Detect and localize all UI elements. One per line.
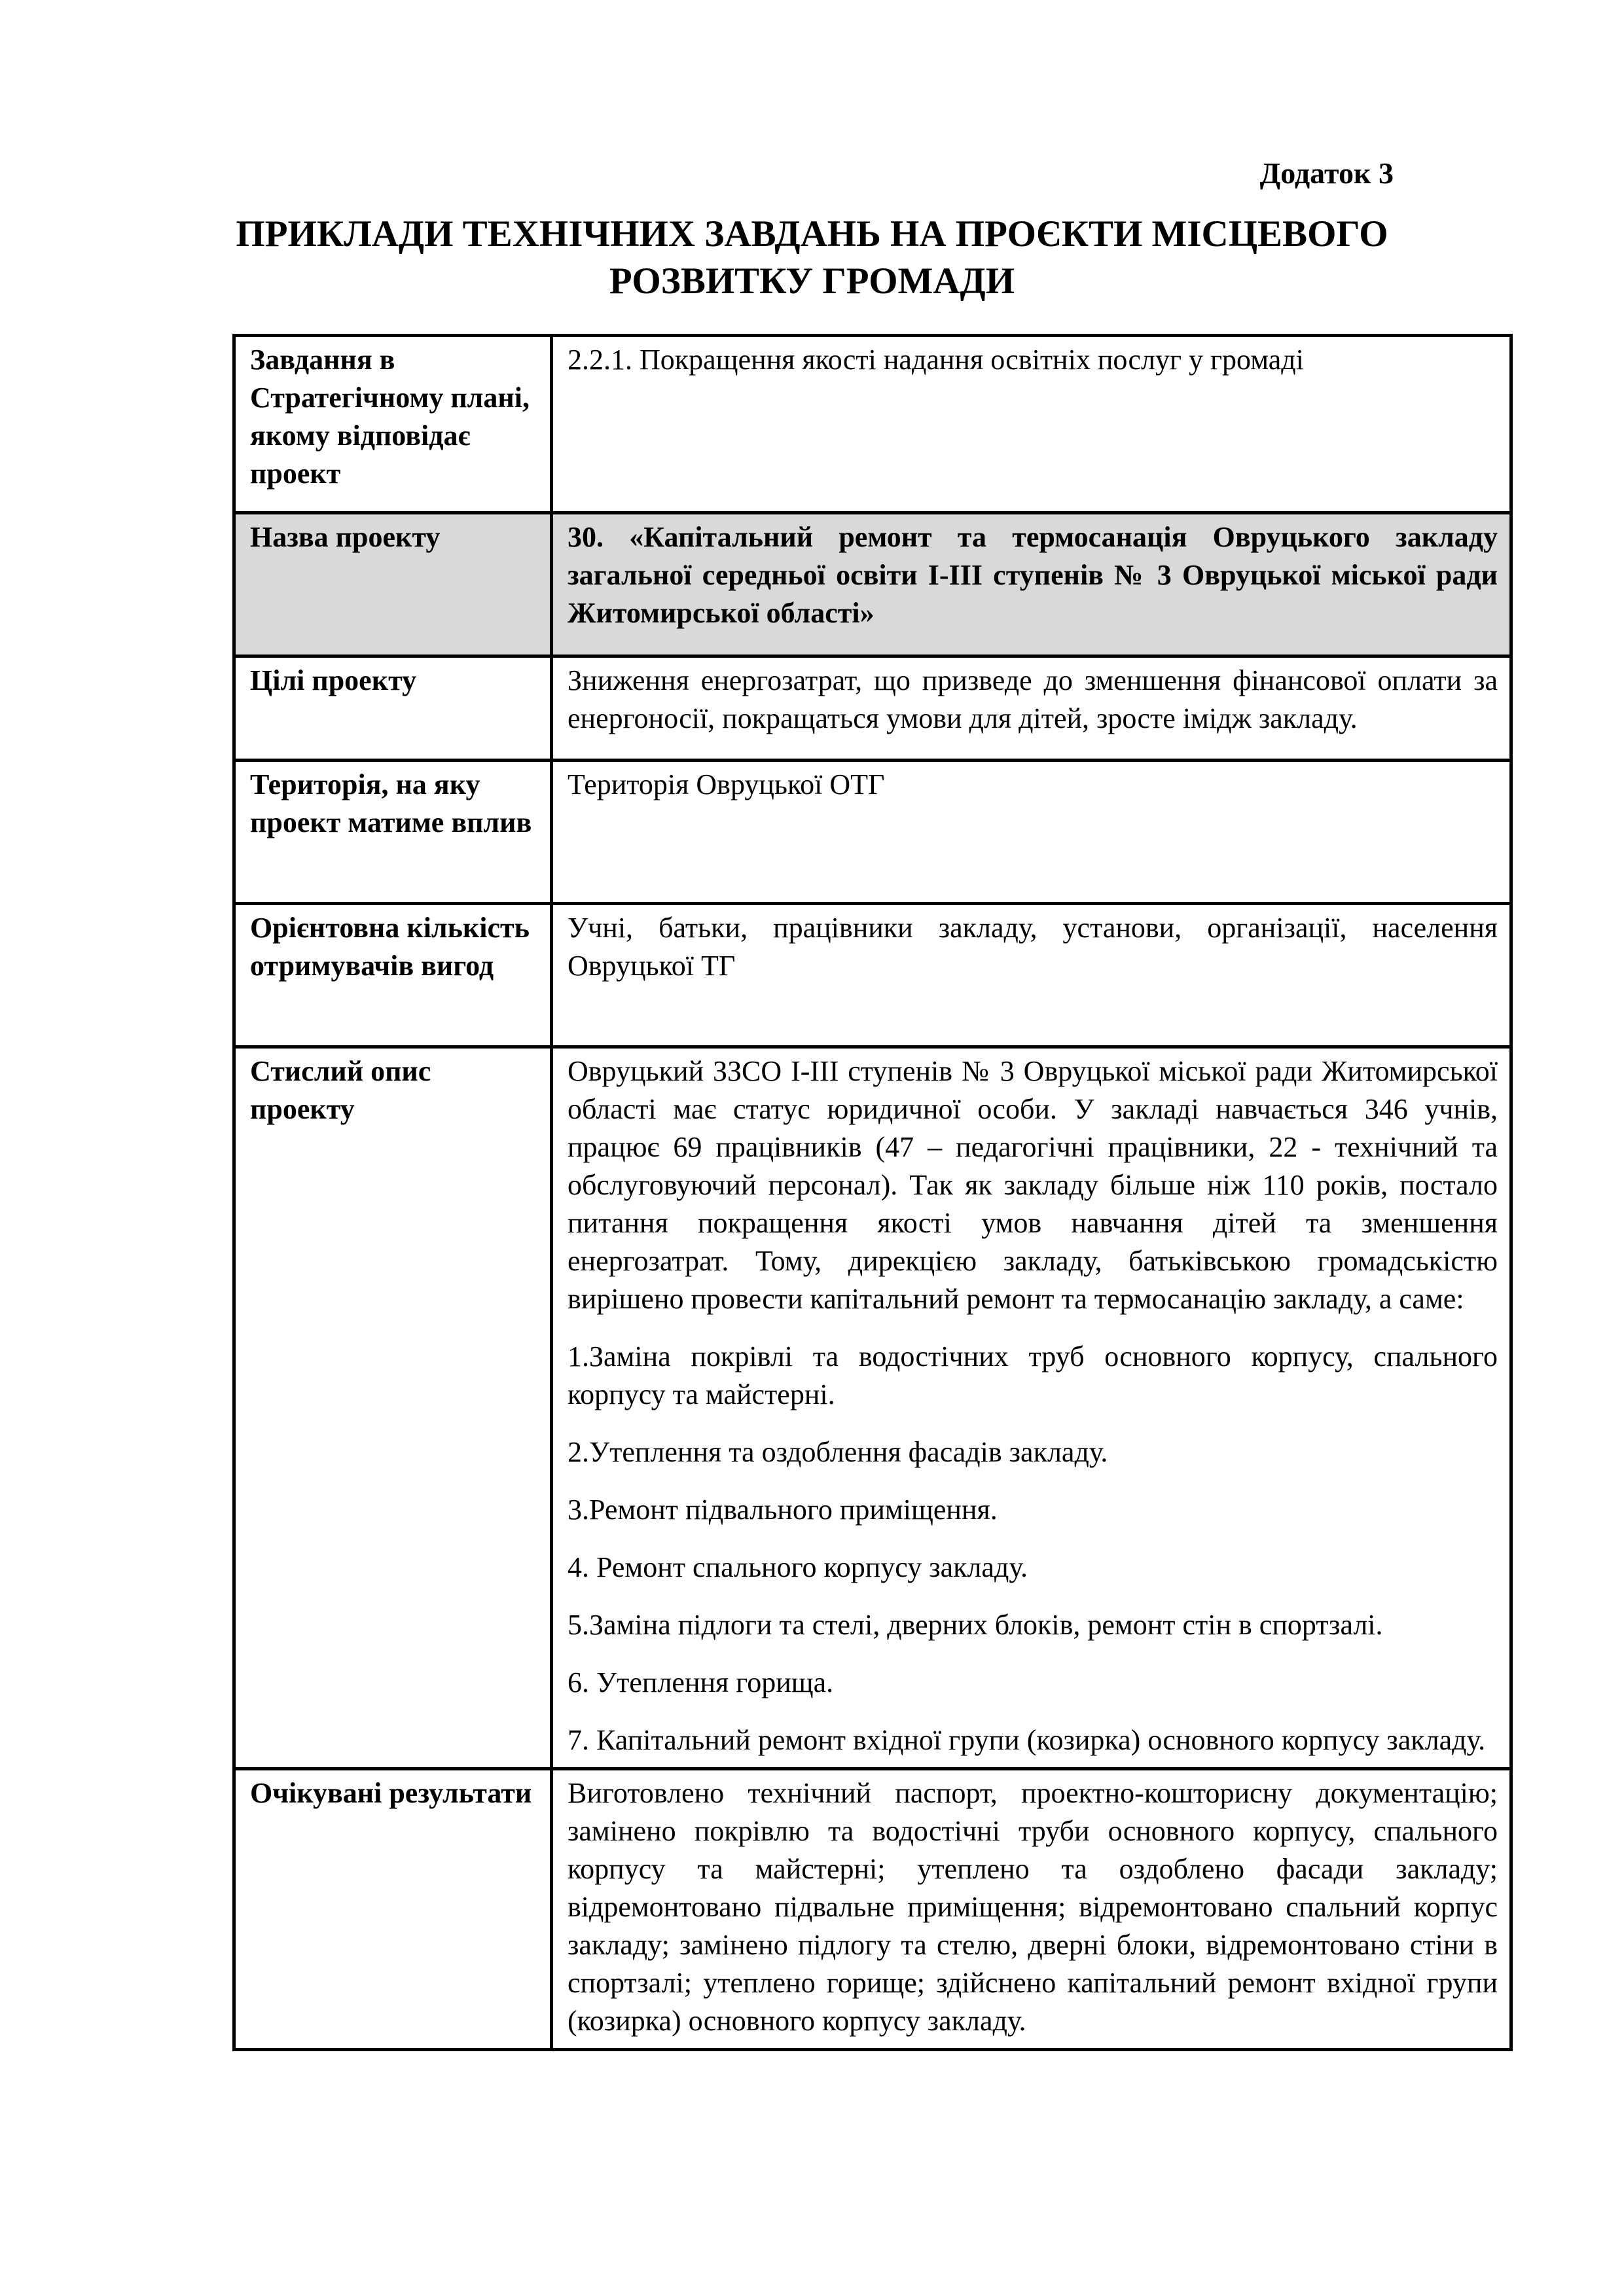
description-list-item: 4. Ремонт спального корпусу закладу. bbox=[568, 1551, 1028, 1583]
row-label: Орієнтовна кількість отримувачів вигод bbox=[234, 904, 552, 1047]
row-label: Очікувані результати bbox=[234, 1769, 552, 2050]
page-title bbox=[0, 211, 1624, 305]
description-list-item: 3.Ремонт підвального приміщення. bbox=[568, 1494, 998, 1526]
table-row-territory bbox=[234, 761, 1511, 904]
table-row-project-name bbox=[234, 513, 1511, 656]
description-list-item: 2.Утеплення та оздоблення фасадів закладу. bbox=[568, 1436, 1108, 1468]
row-value bbox=[552, 1047, 1511, 1769]
table-row-beneficiaries bbox=[234, 904, 1511, 1047]
description-list-item: 5.Заміна підлоги та стелі, дверних блоків, ремонт стін в спортзалі. bbox=[568, 1609, 1383, 1641]
row-label: Територія, на яку проект матиме вплив bbox=[234, 761, 552, 904]
table-row-description bbox=[234, 1047, 1511, 1769]
description-list-item: 7. Капітальний ремонт вхідної групи (козирка) основного корпусу закладу. bbox=[568, 1724, 1486, 1756]
row-label: Назва проекту bbox=[234, 513, 552, 656]
page-title-line-1: ПРИКЛАДИ ТЕХНІЧНИХ ЗАВДАНЬ НА ПРОЄКТИ МІСЦЕВОГО bbox=[236, 213, 1388, 255]
technical-task-table bbox=[232, 334, 1513, 2051]
description-list-item: 6. Утеплення горища. bbox=[568, 1666, 834, 1698]
row-value: 2.2.1. Покращення якості надання освітніх послуг у громаді bbox=[552, 336, 1511, 513]
row-value: Територія Овруцької ОТГ bbox=[552, 761, 1511, 904]
row-label: Цілі проекту bbox=[234, 656, 552, 761]
description-list-item: 1.Заміна покрівлі та водостічних труб основного корпусу, спального корпусу та майстерні. bbox=[568, 1340, 1498, 1410]
row-value: Учні, батьки, працівники закладу, установи, організації, населення Овруцької ТГ bbox=[552, 904, 1511, 1047]
table-row-expected-results bbox=[234, 1769, 1511, 2050]
row-value: Зниження енергозатрат, що призведе до зменшення фінансової оплати за енергоносії, покращаться умови для дітей, зросте імідж закладу. bbox=[552, 656, 1511, 761]
row-value: 30. «Капітальний ремонт та термосанація Овруцького закладу загальної середньої освіти І-ІІІ ступенів № 3 Овруцької міської ради Житомирської області» bbox=[552, 513, 1511, 656]
table-row-project-goals bbox=[234, 656, 1511, 761]
row-label: Стислий опис проекту bbox=[234, 1047, 552, 1769]
page-title-line-2: РОЗВИТКУ ГРОМАДИ bbox=[609, 260, 1015, 302]
table-row-strategy-task bbox=[234, 336, 1511, 513]
addendum-label: Додаток 3 bbox=[1259, 156, 1394, 190]
row-label: Завдання в Стратегічному плані, якому відповідає проект bbox=[234, 336, 552, 513]
description-paragraph: Овруцький ЗЗСО І-ІІІ ступенів № 3 Овруцької міської ради Житомирської області має статус юридичної особи. У закладі навчається 346 учнів, працює 69 працівників (47 – педагогічні працівники, 22 - технічний та обслуговуючий персонал). Так як закладу більше ніж 110 років, постало питання покращення якості умов навчання дітей та зменшення енергозатрат. Тому, дирекцією закладу, батьківською громадськістю вирішено провести капітальний ремонт та термосанацію закладу, а саме: bbox=[568, 1055, 1498, 1315]
row-value: Виготовлено технічний паспорт, проектно-кошторисну документацію; замінено покрівлю та водостічні труби основного корпусу, спального корпусу та майстерні; утеплено та оздоблено фасади закладу; відремонтовано підвальне приміщення; відремонтовано спальний корпус закладу; замінено підлогу та стелю, дверні блоки, відремонтовано стіни в спортзалі; утеплено горище; здійснено капітальний ремонт вхідної групи (козирка) основного корпусу закладу. bbox=[552, 1769, 1511, 2050]
